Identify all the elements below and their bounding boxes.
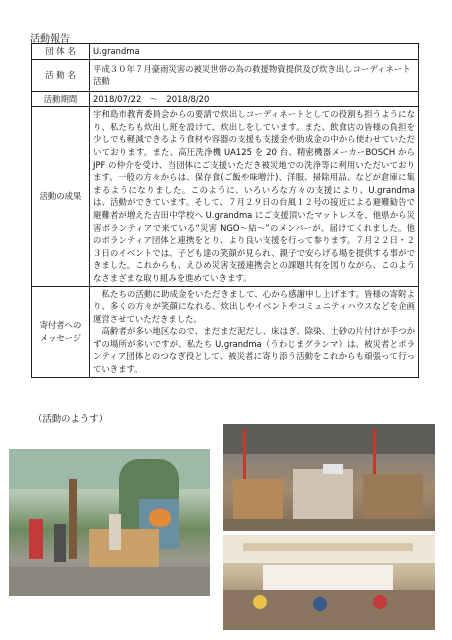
activity-photo-outdoor xyxy=(9,449,210,596)
table-row xyxy=(32,44,419,60)
row-label-period: 活動期間 xyxy=(32,91,90,107)
table-row xyxy=(32,59,419,91)
row-label-results: 活動の成果 xyxy=(32,107,90,286)
activity-photo-event-hall xyxy=(223,535,435,630)
activity-name: 平成３０年７月豪雨災害の被災世帯の為の救援物資提供及び炊き出しコーディネート活動 xyxy=(90,59,419,91)
activity-results: 宇和島市教育委員会からの要請で炊出しコーディネートとしての役割も担うようになり、私たちも炊出し班を設けて、炊出しをしています。また、飲食店の皆様の負担を少しでも軽減できるよう食材や容器の支援も支援金や助成金の中から使わせていただいております。また、高圧洗浄機 UA125 を 20 台、精密機器メーカーBOSCH から JPF の仲介を受け、当団体にご支援いただき被災地での洗浄等に利用いただいております。一般の方々からは、保存食(ご飯や味噌汁)、洋服、掃除用品、などが倉庫に集まるようになりました。このように、いろいろな方々の支援により、U.grandma は、活動ができています。そして、７月２９日の台風１２号の接近による避難勧告で避難者が増えた吉田中学校へ U.grandma にご支援頂いたマットレスを、他県から災害ボランティアで来ている“災害 NGO〜結〜”のメンバーが、届けてくれました。他のボランティア団体と連携をとり、より良い支援を行って参ります。７月２２日・２３日のイベントでは、子ども達の笑顔が見られ、親子で安らげる場を提供する事ができました。これからも、えひめ災害支援連携会との課題共有を図りながら、このようなさまざまな取り組みを進めていきます。 xyxy=(90,107,419,286)
row-label-org: 団 体 名 xyxy=(32,44,90,60)
table-row xyxy=(32,91,419,107)
table-row xyxy=(32,286,419,377)
activity-photo-warehouse xyxy=(223,424,435,531)
row-label-message: 寄付者への メッセージ xyxy=(32,286,90,377)
activity-period: 2018/07/22 ～ 2018/8/20 xyxy=(90,91,419,107)
row-label-activity: 活 動 名 xyxy=(32,59,90,91)
org-name: U.grandma xyxy=(90,44,419,60)
report-title: 活動報告 xyxy=(30,34,70,45)
donor-message: 私たちの活動に助成金をいただきまして、心から感謝申し上げます。皆様の寄附より、多くの方々が笑顔になれる、炊出しやイベントやコミュニティハウスなどを企画運営させていただきました。 高齢者が多い地区なので、まだまだ泥だし、床はぎ、除染、土砂の片付けが手つかずの場所が多いですが、私たち U.grandma（うわじまグランマ）は、被災者とボランティア団体とのつなぎ役として、被災者に寄り添う活動をこれからも頑張って行っていきます。 xyxy=(90,286,419,377)
table-row xyxy=(32,107,419,286)
photos-title: （活動のようす） xyxy=(33,414,109,425)
report-table xyxy=(31,43,419,378)
